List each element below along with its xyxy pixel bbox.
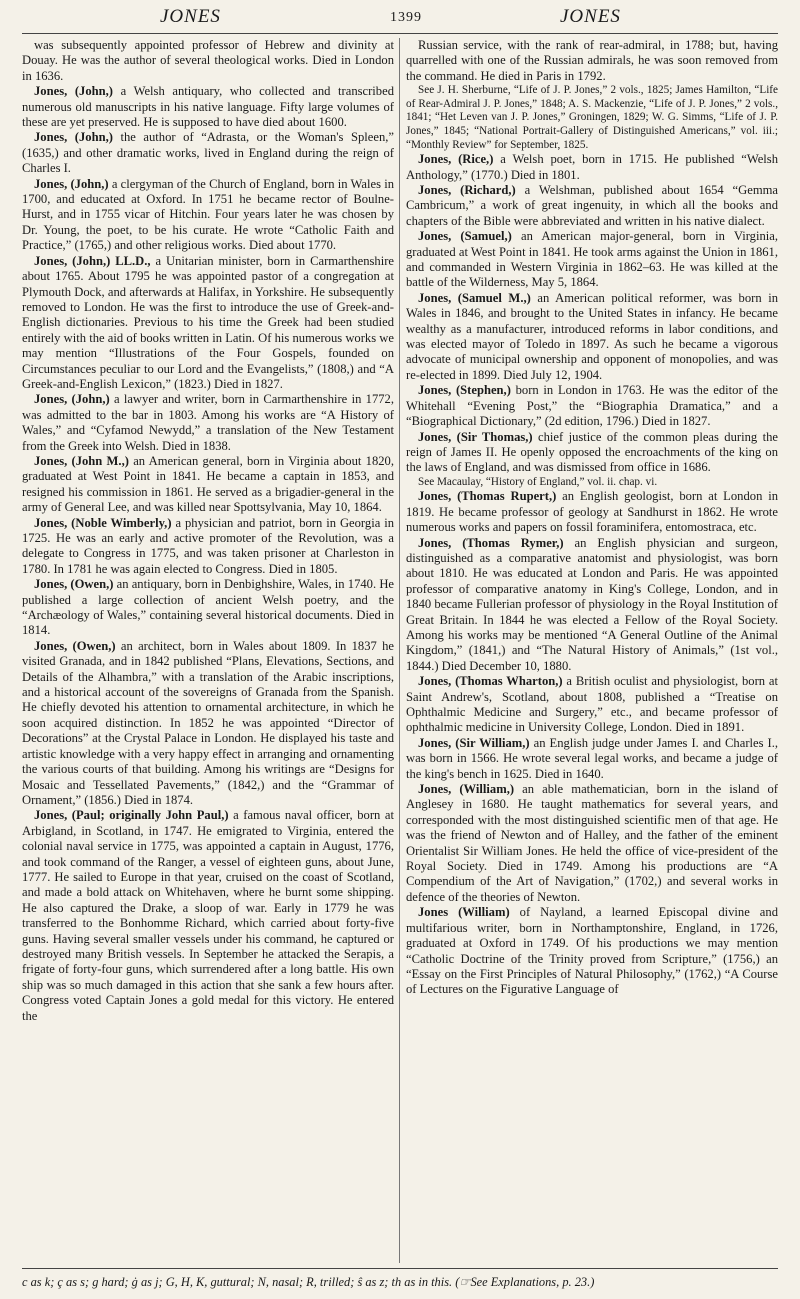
entry-headword: Jones, (Paul; originally John Paul,) — [34, 808, 229, 823]
entry-text: a lawyer and writer, born in Carmarthenshire in 1772, was admitted to the bar in 1803. Among his works are “A History of Wales,” and “Cyfamod Newydd,” a translation of the New Testament from the Greek into Welsh. Died in 1838. — [22, 392, 394, 453]
entry-headword: Jones (William) — [418, 905, 510, 920]
dictionary-entry — [406, 383, 778, 429]
entry-text: an American general, born in Virginia about 1820, graduated at West Point in 1841. He became a captain in 1853, and resigned his commission in 1861. He served as a brigadier-general in the army of General Lee, and was killed near Spottsylvania, May 10, 1864. — [22, 453, 394, 515]
entry-text: an English judge under James I. and Charles I., was born in 1566. He wrote several legal works, and became a judge of the king's bench in 1625. Died in 1640. — [406, 735, 778, 781]
entry-text: an English physician and surgeon, distinguished as a comparative anatomist and physiologist, was born about 1810. He was educated at London and Paris. He was appointed professor of comparative anatomy in King's College, London, and in 1840 became Fullerian professor of physiology in the Royal Institution of Great Britain. In 1844 he was elected a Fellow of the Royal Society. Among his works may be mentioned “A General Outline of the Animal Kingdom,” (1841,) and “The Natural History of Animals,” (1st vol., 1844.) Died December 10, 1880. — [406, 535, 778, 673]
entry-text: was subsequently appointed professor of Hebrew and divinity at Douay. He was the author of several theological works. Died in London in 1636. — [22, 38, 394, 83]
header-rule — [22, 33, 778, 34]
entry-text: a physician and patriot, born in Georgia in 1725. He was an early and active promoter of the Revolution, was a delegate to Congress in 1775, and was taken prisoner at Charleston in 1780. In 1781 he was again elected to Congress. Died in 1805. — [22, 515, 394, 576]
dictionary-entry — [406, 905, 778, 997]
entry-headword: Jones, (John,) — [34, 84, 113, 99]
entry-text: the author of “Adrasta, or the Woman's Spleen,” (1635,) and other dramatic works, lived in England during the reign of Charles I. — [22, 130, 394, 176]
entry-headword: Jones, (Rice,) — [418, 152, 494, 167]
entry-text: See J. H. Sherburne, “Life of J. P. Jones,” 2 vols., 1825; James Hamilton, “Life of Rear-Admiral J. P. Jones,” 1848; A. S. Mackenzie, “Life of J. P. Jones,” 2 vols., 1841; “Het Leven van J. P. Jones,” Groningen, 1829; W. G. Simms, “Life of J. P. Jones,” 1845; “National Portrait-Gallery of Distinguished Americans,” vol. iii.; “Monthly Review” for September, 1825. — [406, 84, 778, 151]
entry-headword: Jones, (John,) — [34, 392, 110, 407]
entry-headword: Jones, (Samuel,) — [418, 229, 512, 244]
dictionary-entry — [406, 84, 778, 152]
entry-text: a Welsh poet, born in 1715. He published “Welsh Anthology,” (1770.) Died in 1801. — [406, 152, 778, 182]
entry-text: chief justice of the common pleas during the reign of James II. He openly opposed the encroachments of the king on the laws of England, and was dismissed from office in 1686. — [406, 429, 778, 475]
entry-headword: Jones, (Stephen,) — [418, 383, 511, 398]
running-head-right: JONES — [560, 6, 621, 27]
entry-headword: Jones, (Sir William,) — [418, 735, 530, 750]
entry-text: an English geologist, born at London in 1819. He became professor of geology at Sandhurst in 1862. He wrote numerous works and papers on fossil foraminifera, entomostraca, etc. — [406, 489, 778, 535]
dictionary-entry — [406, 152, 778, 183]
entry-headword: Jones, (Owen,) — [34, 577, 114, 592]
dictionary-entry — [22, 516, 394, 578]
entry-headword: Jones, (Thomas Rupert,) — [418, 489, 557, 504]
entry-text: Russian service, with the rank of rear-admiral, in 1788; but, having quarrelled with one of the Russian admirals, he was soon removed from the command. He died in Paris in 1792. — [406, 38, 778, 83]
dictionary-entry — [22, 808, 394, 1024]
dictionary-entry — [406, 183, 778, 229]
dictionary-entry — [22, 130, 394, 176]
running-head-left: JONES — [160, 6, 221, 27]
page-header — [0, 0, 800, 40]
dictionary-entry — [406, 229, 778, 291]
dictionary-entry — [22, 392, 394, 454]
entry-text: of Nayland, a learned Episcopal divine and multifarious writer, born in Northamptonshire, England, in 1726, graduated at Oxford in 1749. Of his productions we may mention “Catholic Doctrine of the Trinity proved from Scripture,” (1756,) an “Essay on the First Principles of Natural Philosophy,” (1762,) “A Course of Lectures on the Figurative Language of — [406, 905, 778, 997]
dictionary-entry — [406, 291, 778, 383]
footer-rule — [22, 1268, 778, 1269]
entry-headword: Jones, (Samuel M.,) — [418, 290, 531, 305]
entry-text: a Welsh antiquary, who collected and transcribed numerous old manuscripts in his native language. Fifty large volumes of these are yet preserved. He is supposed to have died about 1600. — [22, 84, 394, 130]
dictionary-entry — [22, 177, 394, 254]
entry-headword: Jones, (John M.,) — [34, 453, 129, 468]
entry-text: a famous naval officer, born at Arbigland, in Scotland, in 1747. He emigrated to Virginia, entered the colonial naval service in 1775, was appointed a captain in August, 1776, and took command of the Ranger, a vessel of eighteen guns, about June, 1777. He sailed to Europe in that year, cruised on the coast of Scotland, and made a bold attack on Whitehaven, where he burnt some shipping. He also captured the Drake, a sloop of war. Early in 1779 he was transferred to the Bonhomme Richard, which carried about forty-five guns. Having several smaller vessels under his command, he captured or destroyed many British vessels. In September he attacked the Serapis, a frigate of forty-four guns, which surrendered after a long battle. His own ship was so much damaged in this action that she sank a few hours after. Congress voted Captain Jones a gold medal for this victory. He entered the — [22, 808, 394, 1023]
dictionary-entry — [22, 254, 394, 393]
entry-text: a Unitarian minister, born in Carmarthenshire about 1765. About 1795 he was appointed pastor of a congregation at Plymouth Dock, and afterwards at Halifax, in Yorkshire. He subsequently removed to London. He was the first to introduce the use of Greek-and-English dictionaries. Previous to his time the Greek had been studied entirely with the aid of books written in Latin. Of his numerous works we may mention “Illustrations of the Four Gospels, founded on Circumstances peculiar to our Lord and the Evangelists,” (1808,) and “A Greek-and-English Lexicon,” (1823.) Died in 1827. — [22, 253, 394, 391]
column-divider — [399, 38, 400, 1263]
dictionary-entry — [406, 476, 778, 490]
entry-headword: Jones, (William,) — [418, 782, 515, 797]
page-number: 1399 — [390, 10, 422, 25]
entry-headword: Jones, (Thomas Rymer,) — [418, 535, 564, 550]
dictionary-entry — [22, 84, 394, 130]
entry-headword: Jones, (Richard,) — [418, 183, 516, 197]
dictionary-entry — [22, 639, 394, 808]
entry-text: born in London in 1763. He was the editor of the Whitehall “Evening Post,” the “Biographia Dramatica,” and a “Biographical Dictionary,” (2d edition, 1796.) Died in 1827. — [406, 383, 778, 429]
dictionary-entry — [22, 577, 394, 639]
right-column — [406, 38, 778, 1266]
entry-text: an American major-general, born in Virginia, graduated at West Point in 1841. He took arms against the Union in 1861, and commanded in Western Virginia in 1862–63. He was killed at the battle of the Wilderness, May 5, 1864. — [406, 229, 778, 290]
dictionary-entry — [406, 38, 778, 84]
entry-text: a Welshman, published about 1654 “Gemma Cambricum,” a work of great ingenuity, in which all the books and chapters of the Bible were abbreviated and written in his native dialect. — [406, 183, 778, 228]
dictionary-entry — [406, 489, 778, 535]
entry-text: an architect, born in Wales about 1809. In 1837 he visited Granada, and in 1842 published “Plans, Elevations, Sections, and Details of the Alhambra,” with a translation of the Arabic inscriptions, and a historical account of the sovereigns of Granada from the Spanish. He chiefly devoted his attention to ornamental architecture, in which he soon acquired distinction. In 1852 he was appointed “Director of Decorations” at the Crystal Palace in London. He displayed his taste and artistic knowledge with a very happy effect in arranging and ornamenting the various courts of that building. Among his writings are “Designs for Mosaic and Tessellated Pavements,” (1842,) and the “Grammar of Ornament,” (1856.) Died in 1874. — [22, 638, 394, 807]
dictionary-entry — [406, 536, 778, 675]
pronunciation-key: c as k; ç as s; g hard; ġ as j; G, H, K, guttural; N, nasal; R, trilled; ŝ as z; th as in this. (☞See Explanations, p. 23.) — [22, 1275, 595, 1289]
entry-text: a British oculist and physiologist, born at Saint Andrew's, Scotland, about 1808, published a “Treatise on Ophthalmic Medicine and Surgery,” etc., and became professor of ophthalmic medicine in University College, London. Died in 1891. — [406, 674, 778, 735]
entry-headword: Jones, (Owen,) — [34, 638, 116, 653]
entry-headword: Jones, (Thomas Wharton,) — [418, 674, 563, 689]
left-column — [22, 38, 394, 1266]
entry-headword: Jones, (John,) — [34, 130, 113, 145]
entry-headword: Jones, (John,) LL.D., — [34, 253, 151, 268]
entry-text: an American political reformer, was born in Wales in 1846, and brought to the United States in infancy. He became wealthy as a manufacturer, introduced reforms in labor conditions, and was elected mayor of Toledo in 1897. As such he became a vigorous advocate of municipal ownership and opponent of monopolies, and was re-elected in 1899. Died July 12, 1904. — [406, 290, 778, 382]
entry-text: See Macaulay, “History of England,” vol. ii. chap. vi. — [418, 475, 658, 488]
dictionary-entry — [406, 430, 778, 476]
dictionary-entry — [406, 736, 778, 782]
dictionary-entry — [406, 782, 778, 905]
entry-text: an able mathematician, born in the island of Anglesey in 1680. He taught mathematics for several years, and corresponded with the most distinguished scientific men of that age. He was the friend of Newton and of Halley, and the father of the eminent Orientalist Sir William Jones. He held the office of vice-president of the Royal Society. Died in 1749. Among his productions are “A Compendium of the Art of Navigation,” (1702,) and several works in defence of the theories of Newton. — [406, 782, 778, 904]
dictionary-entry — [406, 674, 778, 736]
entry-headword: Jones, (John,) — [34, 176, 109, 191]
entry-text: a clergyman of the Church of England, born in Wales in 1700, and educated at Oxford. In 1751 he became rector of Boulne-Hurst, and in 1755 vicar of Hitchin. Four years later he was chosen by Dr. Young, the poet, to be his curate. He wrote “Catholic Faith and Practice,” (1765,) and other religious works. Died about 1770. — [22, 176, 394, 253]
dictionary-entry — [22, 38, 394, 84]
entry-headword: Jones, (Noble Wimberly,) — [34, 515, 172, 530]
entry-headword: Jones, (Sir Thomas,) — [418, 429, 533, 444]
dictionary-entry — [22, 454, 394, 516]
entry-text: an antiquary, born in Denbighshire, Wales, in 1740. He published a large collection of ancient Welsh poetry, and the “Archæology of Wales,” containing several historical documents. Died in 1814. — [22, 577, 394, 638]
